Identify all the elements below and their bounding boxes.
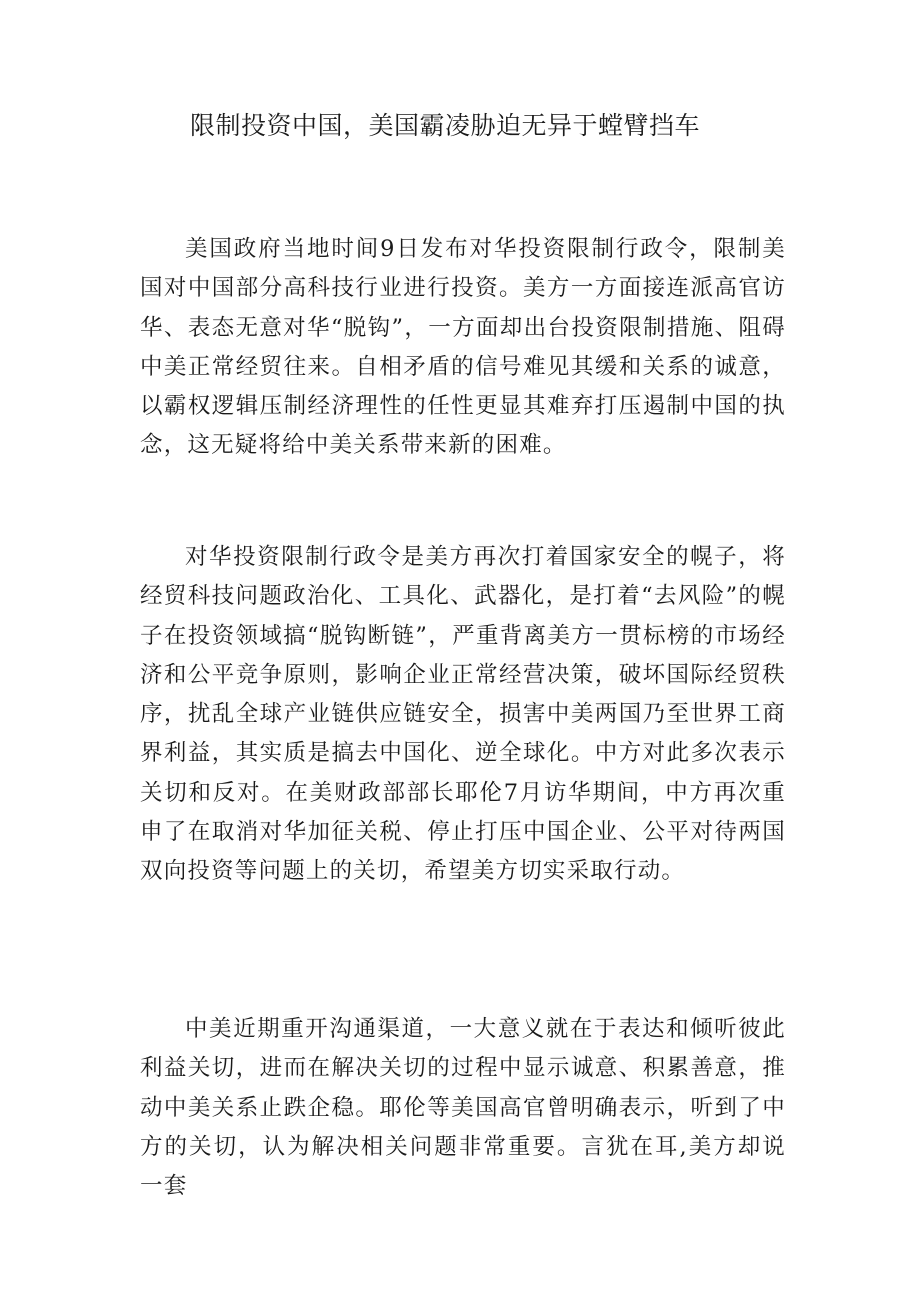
body-paragraph-3: 中美近期重开沟通渠道，一大意义就在于表达和倾听彼此利益关切，进而在解决关切的过程中显示诚意、积累善意，推动中美关系止跌企稳。耶伦等美国高官曾明确表示，听到了中方的关切，认为解决相关问题非常重要。言犹在耳,美方却说一套 (140, 1016, 786, 1200)
body-paragraph-2: 对华投资限制行政令是美方再次打着国家安全的幌子，将经贸科技问题政治化、工具化、武器化，是打着“去风险”的幌子在投资领域搞“脱钩断链”，严重背离美方一贯标榜的市场经济和公平竞争原则，影响企业正常经营决策，破坏国际经贸秩序，扰乱全球产业链供应链安全，损害中美两国乃至世界工商界利益，其实质是搞去中国化、逆全球化。中方对此多次表示关切和反对。在美财政部部长耶伦7月访华期间，中方再次重申了在取消对华加征关税、停止打压中国企业、公平对待两国双向投资等问题上的关切，希望美方切实采取行动。 (140, 544, 786, 885)
body-paragraph-1: 美国政府当地时间9日发布对华投资限制行政令，限制美国对中国部分高科技行业进行投资。美方一方面接连派高官访华、表态无意对华“脱钩”，一方面却出台投资限制措施、阻碍中美正常经贸往来。自相矛盾的信号难见其缓和关系的诚意，以霸权逻辑压制经济理性的任性更显其难弃打压遏制中国的执念，这无疑将给中美关系带来新的困难。 (140, 236, 786, 459)
document-title: 限制投资中国，美国霸凌胁迫无异于螳臂挡车 (190, 111, 701, 140)
